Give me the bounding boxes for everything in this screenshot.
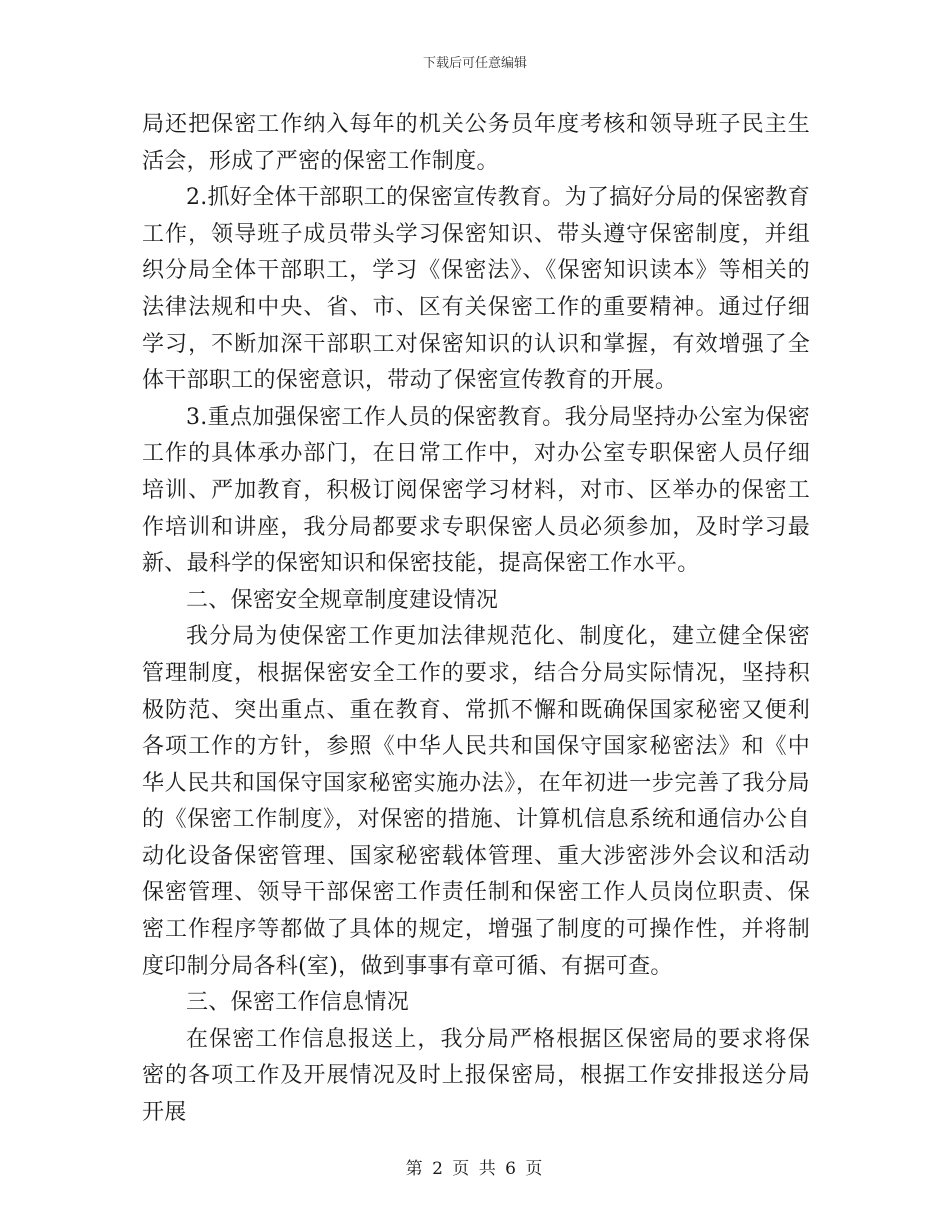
paragraph-4: 我分局为使保密工作更加法律规范化、制度化，建立健全保密管理制度，根据保密安全工作的要求，结合分局实际情况，坚持积极防范、突出重点、重在教育、常抓不懈和既确保国家秘密又便利各项工作的方针，参照《中华人民共和国保守国家秘密法》和《中华人民共和国保守国家秘密实施办法》，在年初进一步完善了我分局的《保密工作制度》，对保密的措施、计算机信息系统和通信办公自动化设备保密管理、国家秘密载体管理、重大涉密涉外会议和活动保密管理、领导干部保密工作责任制和保密工作人员岗位职责、保密工作程序等都做了具体的规定，增强了制度的可操作性，并将制度印制分局各科(室)，做到事事有章可循、有据可查。 bbox=[142, 624, 810, 979]
paragraph-5: 在保密工作信息报送上，我分局严格根据区保密局的要求将保密的各项工作及开展情况及时上报保密局，根据工作安排报送分局开展 bbox=[142, 1026, 810, 1126]
page-header: 下载后可任意编辑 bbox=[422, 56, 527, 71]
section-heading-2: 二、保密安全规章制度建设情况 bbox=[186, 587, 499, 613]
page-number-footer: 第 2 页 共 6 页 bbox=[405, 1159, 545, 1179]
section-heading-3: 三、保密工作信息情况 bbox=[186, 990, 410, 1016]
document-body bbox=[142, 107, 810, 1132]
paragraph-3: 3.重点加强保密工作人员的保密教育。我分局坚持办公室为保密工作的具体承办部门，在日常工作中，对办公室专职保密人员仔细培训、严加教育，积极订阅保密学习材料，对市、区举办的保密工作培训和讲座，我分局都要求专职保密人员必须参加，及时学习最新、最科学的保密知识和保密技能，提高保密工作水平。 bbox=[142, 404, 810, 577]
paragraph-1: 局还把保密工作纳入每年的机关公务员年度考核和领导班子民主生活会，形成了严密的保密工作制度。 bbox=[142, 112, 810, 174]
paragraph-2: 2.抓好全体干部职工的保密宣传教育。为了搞好分局的保密教育工作，领导班子成员带头学习保密知识、带头遵守保密制度，并组织分局全体干部职工，学习《保密法》、《保密知识读本》等相关的法律法规和中央、省、市、区有关保密工作的重要精神。通过仔细学习，不断加深干部职工对保密知识的认识和掌握，有效增强了全体干部职工的保密意识，带动了保密宣传教育的开展。 bbox=[142, 185, 810, 394]
